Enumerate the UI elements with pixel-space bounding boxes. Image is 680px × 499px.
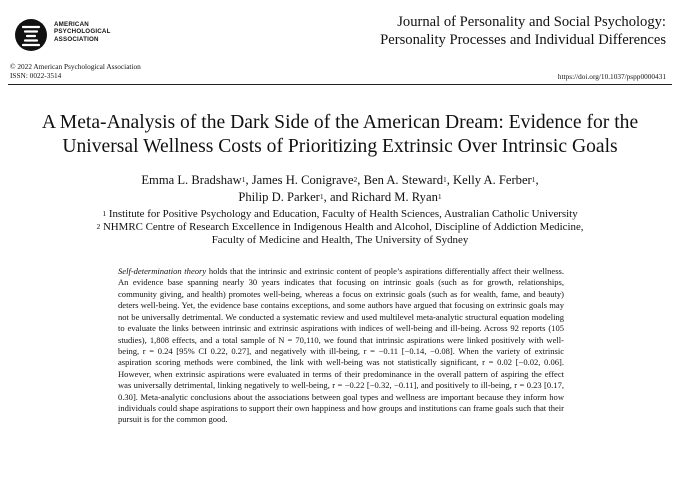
journal-name-line1: Journal of Personality and Social Psychology: <box>397 14 666 30</box>
author-affiliation-marker: 2 <box>353 175 358 184</box>
author-name: Richard M. Ryan <box>351 190 438 204</box>
abstract <box>118 266 564 426</box>
affiliation-number: 2 <box>96 222 101 231</box>
author-list <box>0 172 680 206</box>
apa-logo-icon <box>14 18 48 52</box>
publisher-name-line: ASSOCIATION <box>54 35 99 43</box>
doi-link[interactable]: https://doi.org/10.1037/pspp0000431 <box>557 72 666 81</box>
author-line1: Emma L. Bradshaw$^1$, James H. Conigrave$^2$, Ben A. Steward$^1$, Kelly A. Ferber$^1$, <box>141 173 539 187</box>
publisher-name <box>54 21 111 43</box>
author-name: Kelly A. Ferber <box>453 173 532 187</box>
author-affiliation-marker: 1 <box>241 175 246 184</box>
affiliation-1 <box>0 208 680 221</box>
article-title-line2: Universal Wellness Costs of Prioritizing Extrinsic Over Intrinsic Goals <box>62 136 618 157</box>
affiliation-number: 1 <box>102 209 107 218</box>
affiliation-2-continued: Faculty of Medicine and Health, The University of Sydney <box>211 234 469 246</box>
issn-text: ISSN: 0022-3514 <box>10 70 62 80</box>
affiliation-2 <box>0 221 680 234</box>
publisher-name-line: PSYCHOLOGICAL <box>54 28 111 36</box>
affiliation-list <box>0 208 680 247</box>
article-title-line1: A Meta-Analysis of the Dark Side of the American Dream: Evidence for the <box>41 112 639 133</box>
affiliation-text: Institute for Positive Psychology and Education, Faculty of Health Sciences, Australian Catholic University <box>108 208 578 220</box>
author-name: James H. Conigrave <box>251 173 354 187</box>
abstract-lead: Self-determination theory <box>118 266 207 276</box>
author-name: Ben A. Steward <box>363 173 443 187</box>
copyright-text: © 2022 American Psychological Association <box>10 62 141 71</box>
journal-name-line2: Personality Processes and Individual Differences <box>380 31 666 48</box>
copyright-block <box>10 63 141 80</box>
author-affiliation-marker: 1 <box>437 192 442 201</box>
publisher-logo <box>14 18 154 56</box>
header-divider <box>8 84 672 85</box>
journal-name <box>380 14 666 49</box>
author-name: Philip D. Parker <box>238 190 320 204</box>
affiliation-text: NHMRC Centre of Research Excellence in Indigenous Health and Alcohol, Discipline of Addiction Medicine, <box>102 221 584 233</box>
author-line2: Philip D. Parker$^1$, and Richard M. Ryan$^1$ <box>238 190 442 204</box>
abstract-body: holds that the intrinsic and extrinsic content of people’s aspirations differentially affect their wellness. An evidence base spanning nearly 30 years indicates that focusing on intrinsic goals (such as for growth, relationships, community giving, and health) promotes well-being, whereas a focus on extrinsic goals (such as for wealth, fame, and beauty) deters well-being. Yet, the evidence base contains exceptions, and some authors have argued that focusing on extrinsic goals may not be universally detrimental. We conducted a systematic review and used multilevel meta-analytic structural equation modeling to evaluate the links between intrinsic and extrinsic aspirations with indices of well-being and ill-being. Across 92 reports (105 studies), 1,808 effects, and a total sample of N = 70,110, we found that intrinsic aspirations were linked positively with well-being, r = 0.24 [95% CI 0.22, 0.27], and negatively with ill-being, r = −0.11 [−0.14, −0.08]. When the variety of extrinsic aspiration scoring methods were combined, the link with well-being was not statistically significant, r = 0.02 [−0.02, 0.06]. However, when extrinsic aspirations were evaluated in terms of their predominance in the overall pattern of aspiring the effect was universally detrimental, linking negatively to well-being, r = −0.22 [−0.32, −0.11], and positively to ill-being, r = 0.23 [0.17, 0.30]. Meta-analytic conclusions about the associations between goal types and wellness are important because they inform how individuals could shape aspirations to support their own happiness and how groups and institutions can frame goals such that their pursuit is for the common good. <box>118 266 564 425</box>
author-affiliation-marker: 1 <box>531 175 536 184</box>
article-title <box>0 111 680 159</box>
publisher-name-line: AMERICAN <box>54 21 89 28</box>
author-name: Emma L. Bradshaw <box>141 173 242 187</box>
author-affiliation-marker: 1 <box>443 175 447 184</box>
author-affiliation-marker: 1 <box>319 192 324 201</box>
